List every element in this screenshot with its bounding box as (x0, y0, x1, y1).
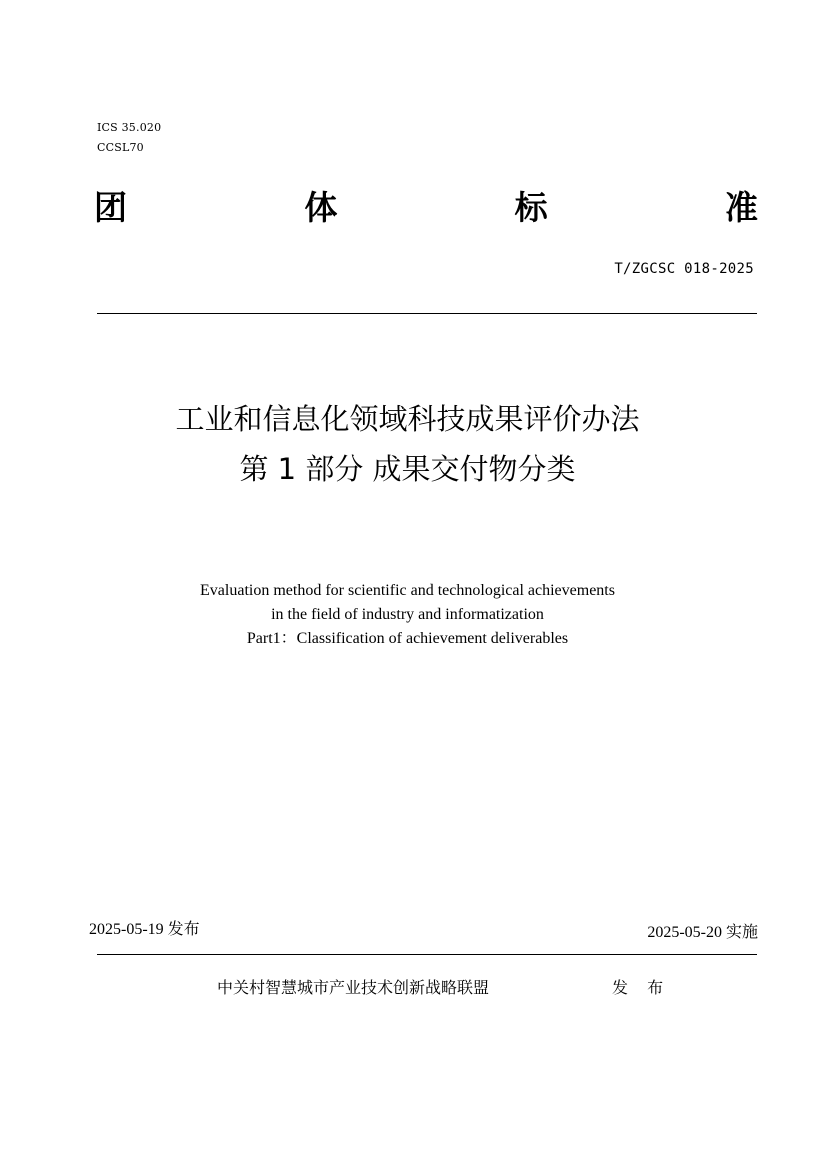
standard-type-char-3: 标 (514, 188, 548, 227)
standard-type-char-4: 准 (724, 188, 758, 227)
standard-code: T/ZGCSC 018-2025 (614, 261, 754, 277)
standard-type-heading (94, 186, 758, 230)
publisher-name: 中关村智慧城市产业技术创新战略联盟 (217, 978, 490, 997)
implementation-date: 2025-05-20 实施 (647, 924, 758, 941)
chinese-title-line-1: 工业和信息化领域科技成果评价办法 (175, 402, 640, 436)
bottom-divider (97, 954, 757, 955)
top-divider (97, 313, 757, 314)
english-title-line-2: in the field of industry and informatization (271, 606, 544, 623)
publish-label: 发 布 (612, 978, 671, 997)
english-title-line-3: Part1：Classification of achievement deliverables (246, 630, 569, 647)
publish-date: 2025-05-19 发布 (89, 921, 200, 938)
ccs-code: CCSL70 (97, 141, 144, 154)
chinese-title-line-2: 第 1 部分 成果交付物分类 (239, 452, 576, 486)
ics-code: ICS 35.020 (97, 121, 162, 134)
standard-type-char-1: 团 (94, 188, 127, 227)
english-title-line-1: Evaluation method for scientific and technological achievements (200, 582, 615, 599)
standard-type-char-2: 体 (304, 188, 338, 227)
